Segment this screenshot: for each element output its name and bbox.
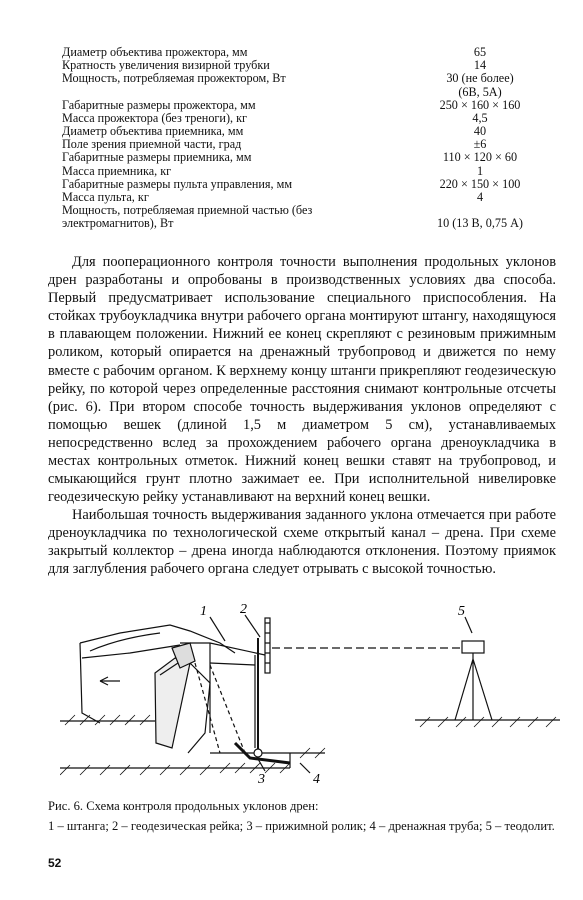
spec-value: 14 <box>473 58 487 73</box>
spec-value: 250 × 160 × 160 <box>439 97 521 112</box>
spec-row <box>62 204 562 230</box>
spec-row <box>62 165 562 178</box>
spec-value: 65 <box>473 45 487 59</box>
spec-value: 4 <box>476 190 484 205</box>
figure-6-diagram <box>60 603 560 793</box>
spec-row <box>62 71 562 99</box>
spec-value: 4,5 <box>472 110 488 125</box>
spec-label: Масса пульта, кг <box>62 190 149 205</box>
spec-row <box>62 99 562 112</box>
spec-value: 110 × 120 × 60 <box>442 150 518 165</box>
page-number: 52 <box>48 856 62 870</box>
main-text <box>48 253 556 506</box>
figure-label-1: 1 <box>200 604 207 619</box>
spec-label: Мощность, потребляемая прожектором, Вт <box>62 71 286 86</box>
spec-label: Масса приемника, кг <box>62 163 172 178</box>
spec-label: Габаритные размеры пульта управления, мм <box>62 176 293 191</box>
spec-value: 220 × 150 × 100 <box>439 176 521 191</box>
figure-label-4: 4 <box>313 772 320 787</box>
figure-label-5: 5 <box>458 604 465 619</box>
spec-label: Масса прожектора (без треноги), кг <box>62 110 248 125</box>
spec-label: Мощность, потребляемая приемной частью (без электромагнитов), Вт <box>62 203 313 231</box>
spec-label: Кратность увеличения визирной трубки <box>62 58 270 73</box>
figure-label-2: 2 <box>240 603 247 617</box>
spec-label: Поле зрения приемной части, град <box>62 137 242 152</box>
spec-value: ±6 <box>473 137 487 152</box>
spec-label: Габаритные размеры прожектора, мм <box>62 97 256 112</box>
figure-caption <box>48 799 560 834</box>
spec-value: 10 (13 В, 0,75 А) <box>437 216 523 231</box>
paragraph-1: Для пооперационного контроля точности выполнения продольных уклонов дрен разработаны и опробованы в производственных условиях два способа. Первый предусматривает использование специального приспособления. На стойках трубоукладчика внутри рабочего органа монтируют штангу, находящуюся в плавающем положении. Нижний ее конец скрепляют с резиновым прижимным роликом, который опирается на дренажный трубопровод и движется по нему вместе с рабочим органом. К верхнему концу штанги прикрепляют геодезическую рейку, по которой через определенные расстояния снимают контрольные отсчеты (рис. 6). При втором способе точность выдерживания уклонов определяют с помощью вешек (длиной 1,5 м диаметром 5 см), устанавливаемых непосредственно вслед за прохождением рабочего органа дреноукладчика в местах контрольных отметок. Нижний конец вешки ставят на трубопровод, и смыкающийся грунт плотно зажимает ее. При исполнительной нивелировке геодезическую рейку устанавливают на верхний конец вешки. <box>48 254 556 506</box>
figure-label-3: 3 <box>258 772 265 787</box>
spec-value: 40 <box>473 124 487 139</box>
paragraph-2: Наибольшая точность выдерживания заданного уклона отмечается при работе дреноукладчика по технологической схеме открытый канал – дрена. При схеме закрытый коллектор – дрена иногда наблюдаются отклонения. Поэтому приямок для заглубления рабочего органа следует отрывать с высокой точностью. <box>48 507 556 578</box>
spec-label: Габаритные размеры приемника, мм <box>62 150 252 165</box>
spec-value: 30 (не более) (6В, 5А) <box>446 71 514 99</box>
spec-label: Диаметр объектива прожектора, мм <box>62 45 248 59</box>
spec-value: 1 <box>476 163 484 178</box>
caption-legend: 1 – штанга; 2 – геодезическая рейка; 3 – прижимной ролик; 4 – дренажная труба; 5 – теодолит. <box>48 818 555 833</box>
specifications-table <box>62 46 562 231</box>
main-text-2 <box>48 506 556 578</box>
spec-label: Диаметр объектива приемника, мм <box>62 124 244 139</box>
spec-row <box>62 151 562 164</box>
caption-title: Рис. 6. Схема контроля продольных уклонов дрен: <box>48 799 319 813</box>
